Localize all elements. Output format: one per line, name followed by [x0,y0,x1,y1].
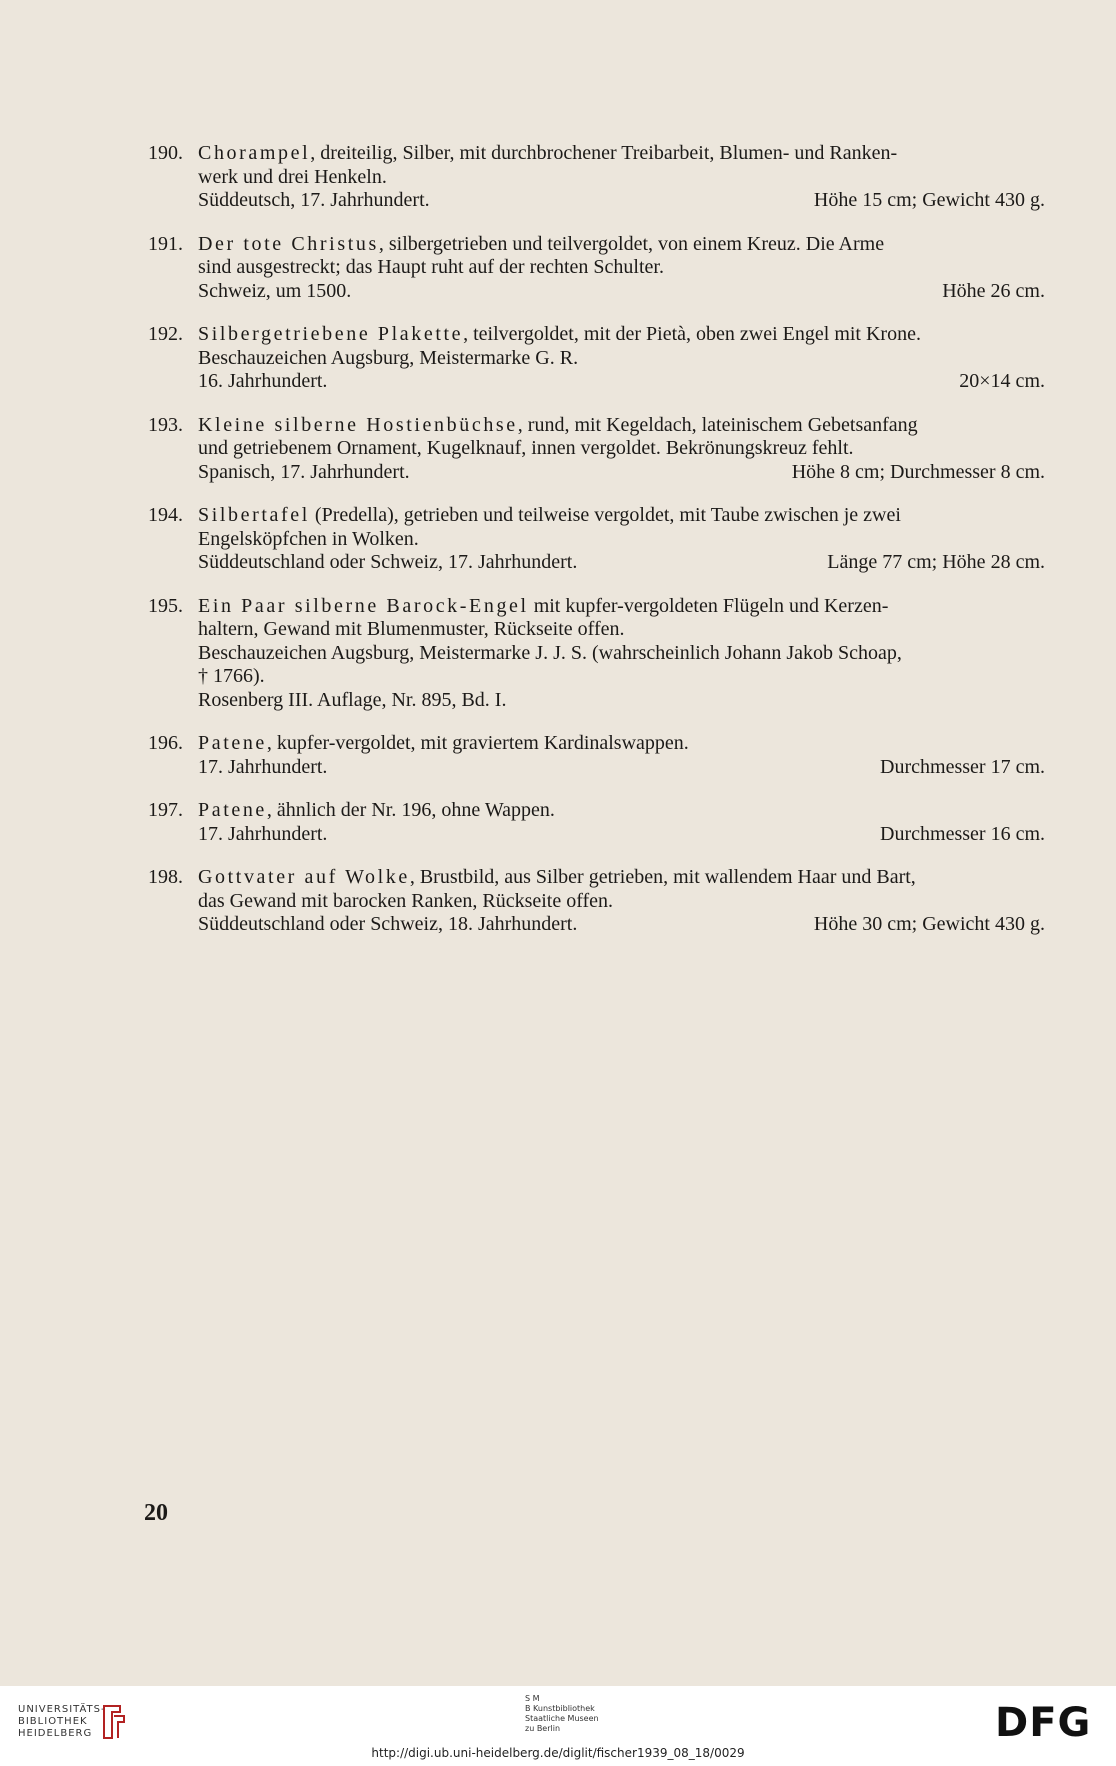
entry-line: † 1766). [198,665,265,687]
entry-description: mit kupfer-vergoldeten Flügeln und Kerzen- [528,594,889,617]
entry-number: 191. [148,232,183,255]
entry-origin: 17. Jahrhundert. [198,822,328,845]
entry-description: , Brustbild, aus Silber getrieben, mit wallendem Haar und Bart, [409,866,916,888]
entry-line: Engelsköpfchen in Wolken. [198,527,419,550]
entry-line: Rosenberg III. Auflage, Nr. 895, Bd. I. [198,688,507,711]
footer-bar [0,1686,1116,1766]
entry-title: Patene [198,799,267,821]
entry-origin: Süddeutschland oder Schweiz, 18. Jahrhundert. [198,913,578,935]
entry-description: , dreiteilig, Silber, mit durchbrochener Treibarbeit, Blumen- und Ranken- [310,142,898,164]
entry-title: Ein Paar silberne Barock-Engel [198,594,529,617]
university-library-logo-text: UNIVERSITÄTS- BIBLIOTHEK HEIDELBERG [18,1704,106,1739]
entry-dimensions: Durchmesser 16 cm. [880,822,1045,845]
entry-number: 190. [148,142,183,164]
entry-dimensions: 20×14 cm. [959,370,1045,392]
entry-title: Silbergetriebene Plakette [198,323,464,345]
entry-number: 196. [148,732,183,754]
entry-origin: Schweiz, um 1500. [198,279,352,302]
entry-line: Beschauzeichen Augsburg, Meistermarke G. R. [198,346,579,369]
entry-title: Patene [198,732,267,754]
entry-first-line [198,142,1045,166]
catalog-entry [140,504,1045,575]
catalog-entries [140,142,1045,957]
entry-number: 197. [148,799,183,821]
entry-meta [198,189,1045,213]
entry-meta [198,461,1045,485]
entry-origin: Süddeutsch, 17. Jahrhundert. [198,189,430,211]
entry-number: 193. [148,413,183,436]
catalog-entry [140,595,1045,713]
dfg-logo: DFG [995,1700,1092,1746]
entry-description: , teilvergoldet, mit der Pietà, oben zwei Engel mit Krone. [463,323,921,345]
entry-dimensions: Höhe 15 cm; Gewicht 430 g. [813,189,1045,211]
entry-dimensions: Höhe 26 cm. [942,279,1045,302]
entry-description: , kupfer-vergoldet, mit graviertem Kardinalswappen. [266,732,689,754]
entry-number: 198. [148,866,183,888]
catalog-entry [140,866,1045,937]
entry-first-line [198,414,1045,438]
entry-line: Beschauzeichen Augsburg, Meistermarke J. J. S. (wahrscheinlich Johann Jakob Schoap, [198,641,902,664]
entry-meta [198,280,1045,304]
entry-origin: Spanisch, 17. Jahrhundert. [198,460,410,483]
catalog-entry [140,732,1045,779]
entry-first-line [198,799,1045,823]
entry-first-line [198,323,1045,347]
page-number: 20 [144,1500,168,1526]
entry-origin: 17. Jahrhundert. [198,755,328,778]
entry-description: , silbergetrieben und teilvergoldet, von einem Kreuz. Die Arme [378,232,885,255]
entry-dimensions: Höhe 8 cm; Durchmesser 8 cm. [791,460,1045,483]
entry-meta [198,913,1045,937]
catalog-entry [140,799,1045,846]
entry-dimensions: Länge 77 cm; Höhe 28 cm. [827,551,1045,573]
catalog-entry [140,323,1045,394]
catalog-entry [140,142,1045,213]
entry-dimensions: Höhe 30 cm; Gewicht 430 g. [813,913,1045,935]
catalog-entry [140,233,1045,304]
entry-title: Gottvater auf Wolke [198,866,410,888]
entry-meta [198,823,1045,847]
entry-meta [198,370,1045,394]
entry-line: haltern, Gewand mit Blumenmuster, Rückseite offen. [198,618,625,640]
entry-number: 192. [148,323,183,345]
entry-title: Der tote Christus [198,232,379,255]
entry-first-line [198,732,1045,756]
entry-number: 194. [148,504,183,526]
entry-first-line [198,595,1045,619]
entry-origin: 16. Jahrhundert. [198,370,328,392]
catalog-entry [140,414,1045,485]
entry-title: Kleine silberne Hostienbüchse [198,413,518,436]
entry-origin: Süddeutschland oder Schweiz, 17. Jahrhundert. [198,551,578,573]
entry-description: , ähnlich der Nr. 196, ohne Wappen. [266,799,555,821]
entry-line: und getriebenem Ornament, Kugelknauf, innen vergoldet. Bekrönungskreuz fehlt. [198,437,854,459]
entry-dimensions: Durchmesser 17 cm. [880,755,1045,778]
berlin-kunstbibliothek-logo: S M B Kunstbibliothek Staatliche Museen zu Berlin [525,1694,599,1733]
entry-line: sind ausgestreckt; das Haupt ruht auf der rechten Schulter. [198,256,664,278]
entry-line: das Gewand mit barocken Ranken, Rückseite offen. [198,889,614,912]
entry-number: 195. [148,594,183,617]
entry-description: , rund, mit Kegeldach, lateinischem Gebetsanfang [517,413,918,436]
entry-line: werk und drei Henkeln. [198,165,387,188]
university-logo-icon [100,1702,128,1742]
entry-meta [198,551,1045,575]
entry-meta [198,756,1045,780]
entry-first-line [198,504,1045,528]
entry-first-line [198,233,1045,257]
permalink-url[interactable]: http://digi.ub.uni-heidelberg.de/diglit/fischer1939_08_18/0029 [371,1746,745,1760]
entry-title: Silbertafel [198,504,310,526]
entry-title: Chorampel [198,142,311,164]
entry-description: (Predella), getrieben und teilweise vergoldet, mit Taube zwischen je zwei [309,504,901,526]
entry-first-line [198,866,1045,890]
